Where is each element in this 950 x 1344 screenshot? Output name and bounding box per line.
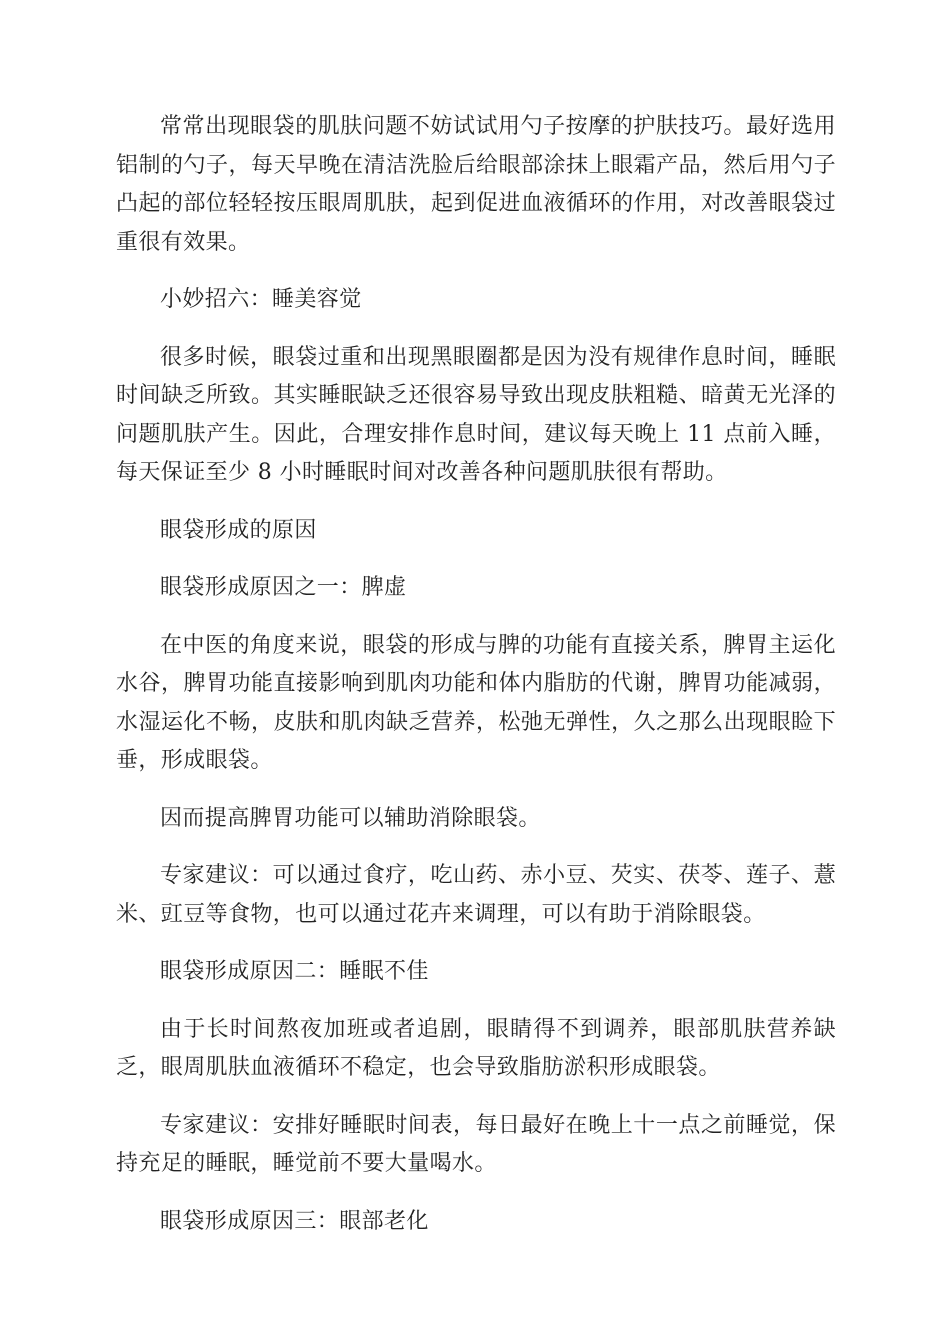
heading-cause-three: 眼袋形成原因三：眼部老化 — [160, 1208, 429, 1234]
paragraph-spleen: 在中医的角度来说，眼袋的形成与脾的功能有直接关系，脾胃主运化水谷，脾胃功能直接影响到肌肉功能和体内脂肪的代谢，脾胃功能减弱，水湿运化不畅，皮肤和肌肉缺乏营养，松弛无弹性，久之那么出现眼睑下垂，形成眼袋。 — [116, 632, 836, 773]
paragraph-poor-sleep: 由于长时间熬夜加班或者追剧，眼睛得不到调养，眼部肌肤营养缺乏，眼周肌肤血液循环不稳定，也会导致脂肪淤积形成眼袋。 — [116, 1016, 836, 1080]
paragraph-spoon-massage: 常常出现眼袋的肌肤问题不妨试试用勺子按摩的护肤技巧。最好选用铝制的勺子，每天早晚在清洁洗脸后给眼部涂抹上眼霜产品，然后用勺子凸起的部位轻轻按压眼周肌肤，起到促进血液循环的作用，对改善眼袋过重很有效果。 — [116, 114, 836, 255]
heading-tip-six: 小妙招六：睡美容觉 — [160, 287, 362, 312]
paragraph-expert-advice-one: 专家建议：可以通过食疗，吃山药、赤小豆、芡实、茯苓、莲子、薏米、豇豆等食物，也可以通过花卉来调理，可以有助于消除眼袋。 — [116, 863, 836, 927]
paragraph-expert-advice-two: 专家建议：安排好睡眠时间表，每日最好在晚上十一点之前睡觉，保持充足的睡眠，睡觉前不要大量喝水。 — [116, 1112, 836, 1176]
heading-cause-two: 眼袋形成原因二：睡眠不佳 — [160, 959, 429, 984]
paragraph-sleep: 很多时候，眼袋过重和出现黑眼圈都是因为没有规律作息时间，睡眠时间缺乏所致。其实睡眠缺乏还很容易导致出现皮肤粗糙、暗黄无光泽的问题肌肤产生。因此，合理安排作息时间，建议每天晚上 11 点前入睡，每天保证至少 8 小时睡眠时间对改善各种问题肌肤很有帮助。 — [116, 344, 836, 485]
heading-eye-bag-causes: 眼袋形成的原因 — [160, 517, 317, 543]
paragraph-spleen-remedy: 因而提高脾胃功能可以辅助消除眼袋。 — [160, 805, 541, 831]
heading-cause-one: 眼袋形成原因之一：脾虚 — [160, 575, 407, 600]
document-page — [116, 108, 836, 1241]
